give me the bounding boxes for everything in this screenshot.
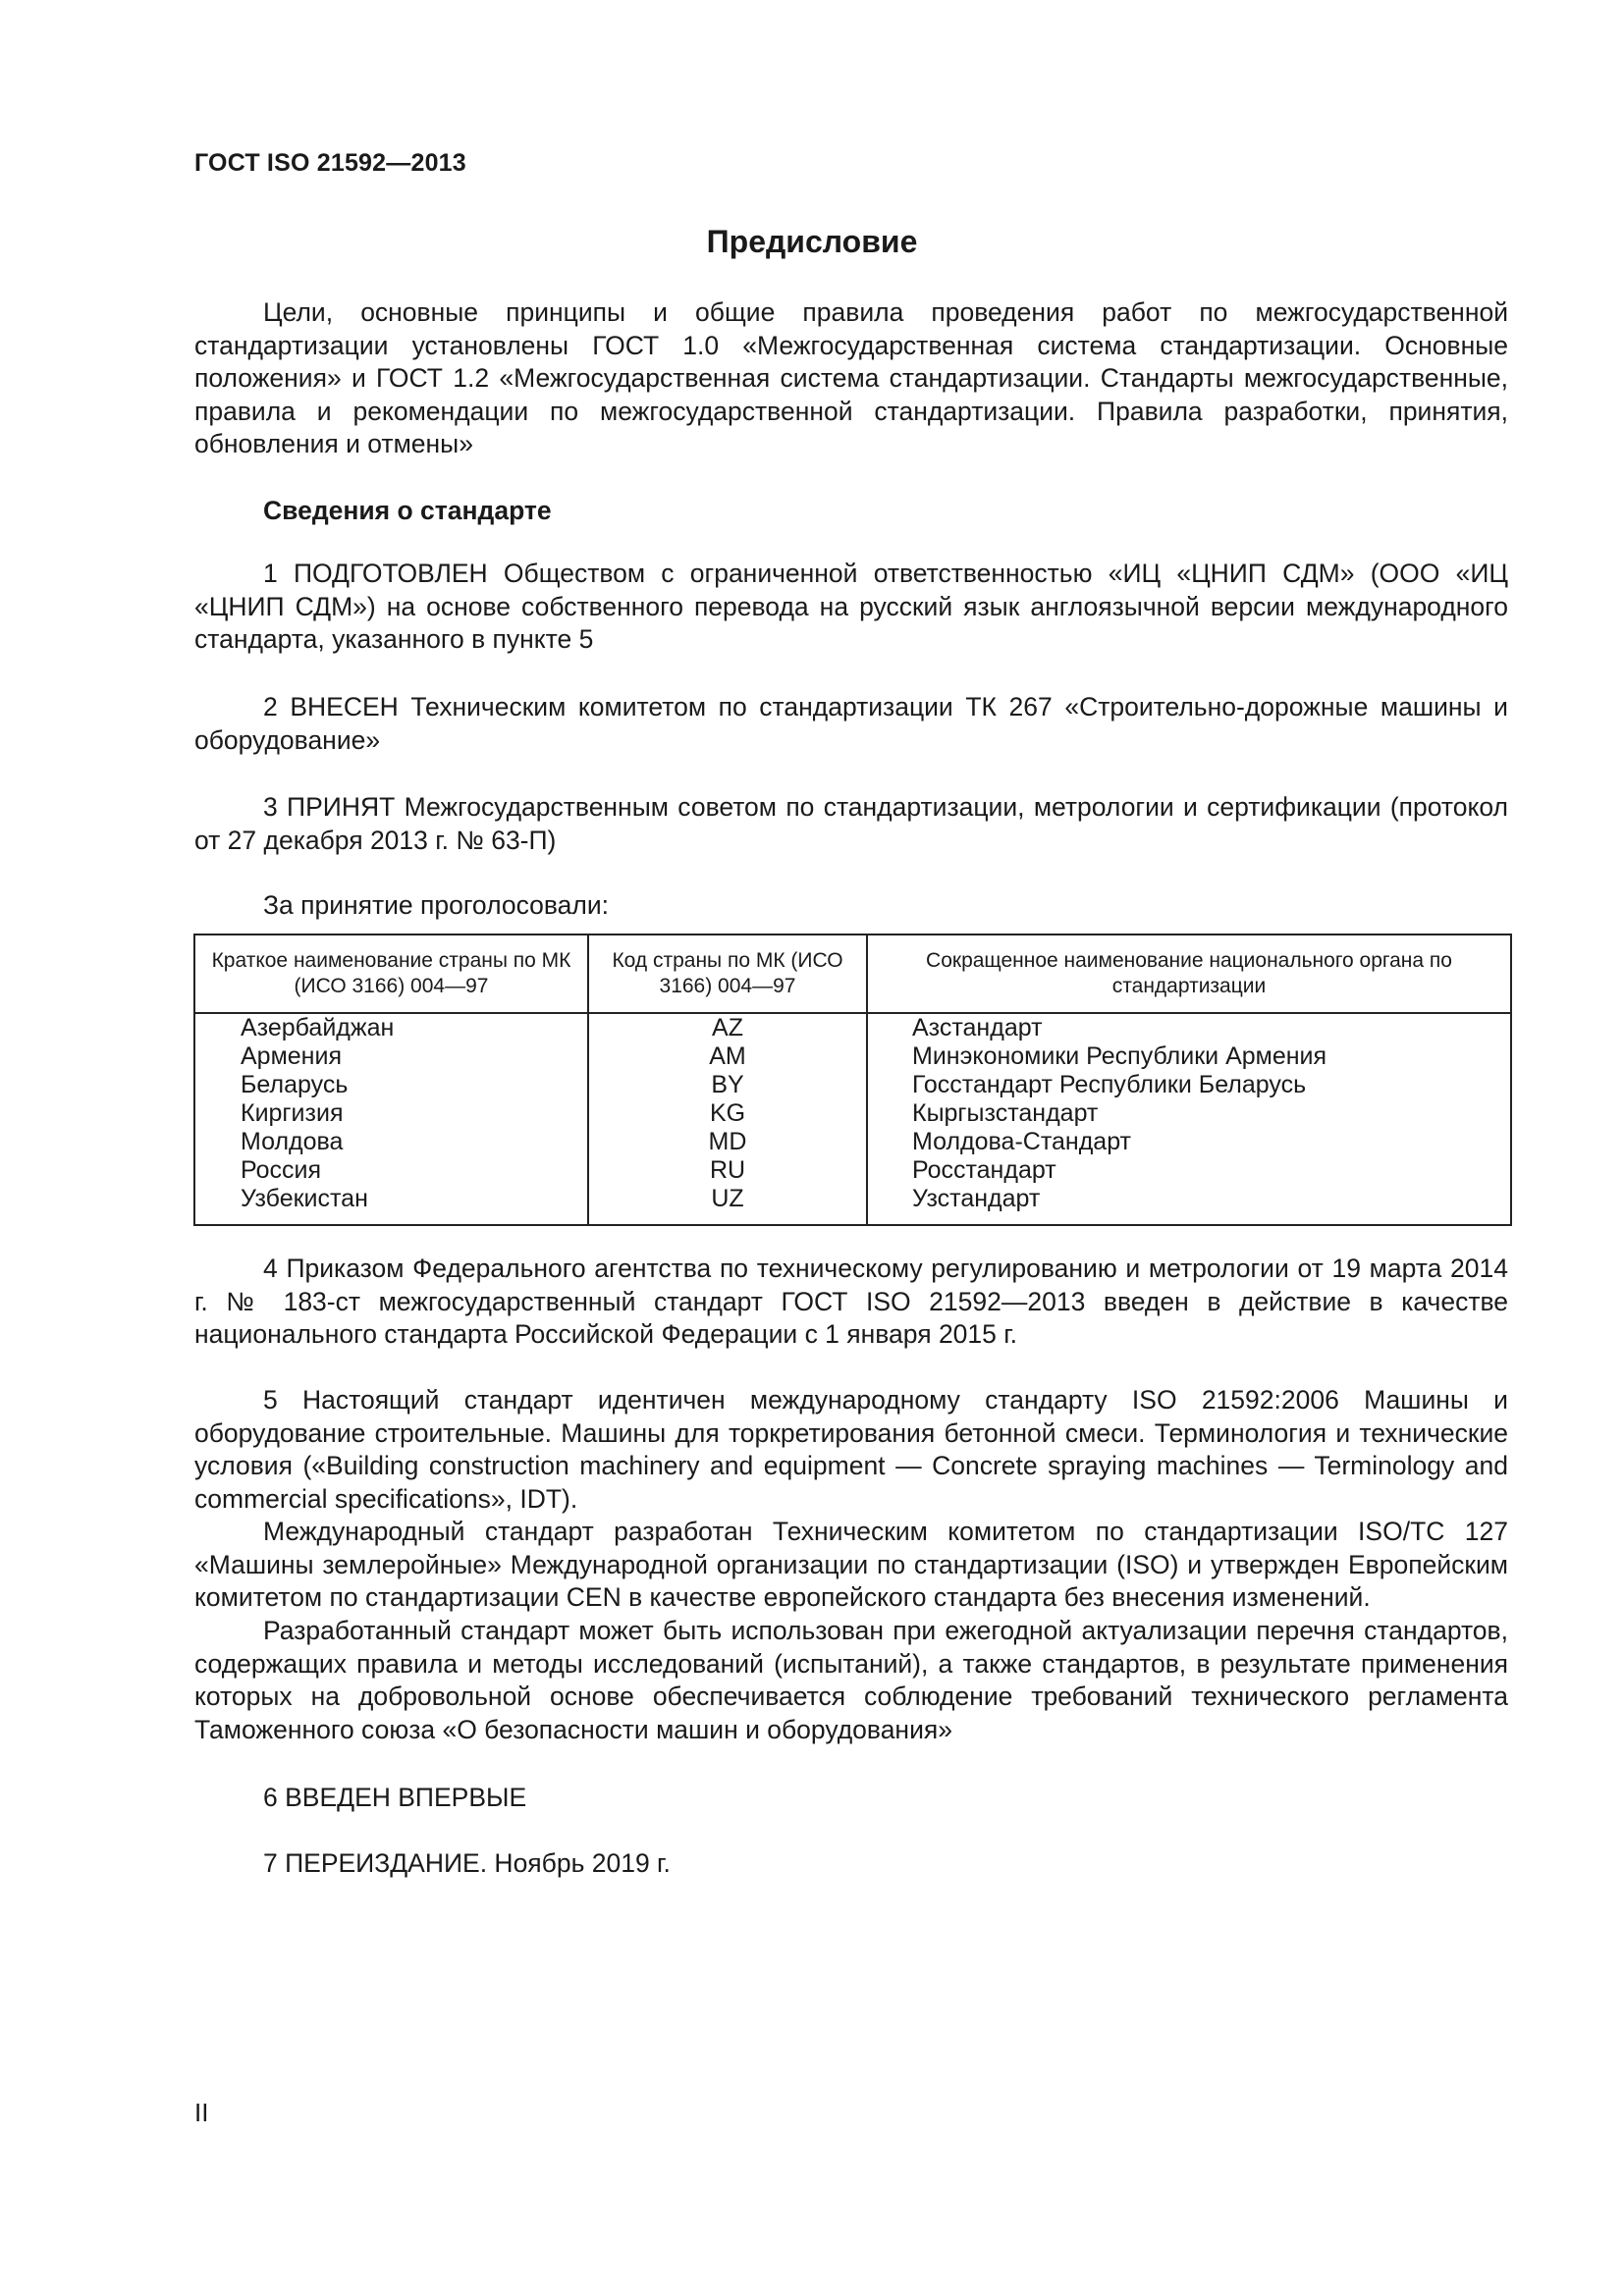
- country-cell: Россия: [241, 1156, 321, 1184]
- body-cell: Узстандарт: [912, 1185, 1041, 1212]
- country-column: [194, 1013, 588, 1225]
- header-code: Код страны по МК (ИСО 3166) 004—97: [588, 934, 867, 1013]
- body-cell: Кыргызстандарт: [912, 1099, 1099, 1127]
- code-cell: KG: [709, 1099, 746, 1127]
- item-1: 1 ПОДГОТОВЛЕН Обществом с ограниченной ответственностью «ИЦ «ЦНИП СДМ» (ООО «ИЦ «ЦНИП СДМ») на основе собственного перевода на русский язык англоязычной версии международного стандарта, указанного в пункте 5: [194, 559, 1508, 654]
- code-cell: BY: [711, 1071, 744, 1098]
- code-cell: UZ: [711, 1185, 744, 1212]
- country-cell: Азербайджан: [241, 1014, 395, 1041]
- document-header: ГОСТ ISO 21592—2013: [194, 149, 466, 177]
- body-cell: Минэкономики Республики Армения: [912, 1042, 1327, 1070]
- country-cell: Армения: [241, 1042, 342, 1070]
- item-2: 2 ВНЕСЕН Техническим комитетом по стандартизации ТК 267 «Строительно-дорожные машины и оборудование»: [194, 692, 1508, 755]
- code-cell: AM: [709, 1042, 746, 1070]
- page-number: II: [194, 2098, 209, 2127]
- item-4: 4 Приказом Федерального агентства по техническому регулированию и метрологии от 19 марта 2014 г. № 183-ст межгосударственный стандарт ГОСТ ISO 21592—2013 введен в действие в качестве национального стандарта Российской Федерации с 1 января 2015 г.: [194, 1254, 1508, 1349]
- body-cell: Госстандарт Республики Беларусь: [912, 1071, 1307, 1098]
- country-cell: Киргизия: [241, 1099, 344, 1127]
- item-7: 7 ПЕРЕИЗДАНИЕ. Ноябрь 2019 г.: [263, 1848, 671, 1878]
- item-5-note-2: Разработанный стандарт может быть использован при ежегодной актуализации перечня стандартов, содержащих правила и методы исследований (испытаний), а также стандартов, в результате применения которых на добровольной основе обеспечивается соблюдение требований технического регламента Таможенного союза «О безопасности машин и оборудования»: [194, 1616, 1508, 1744]
- intro-paragraph: Цели, основные принципы и общие правила проведения работ по межгосударственной стандартизации установлены ГОСТ 1.0 «Межгосударственная система стандартизации. Основные положения» и ГОСТ 1.2 «Межгосударственная система стандартизации. Стандарты межгосударственные, правила и рекомендации по межгосударственной стандартизации. Правила разработки, принятия, обновления и отмены»: [194, 297, 1508, 458]
- page-title: Предисловие: [706, 224, 918, 259]
- item-5-note-1: Международный стандарт разработан Техническим комитетом по стандартизации ISO/TC 127 «Машины землеройные» Международной организации по стандартизации (ISO) и утвержден Европейским комитетом по стандартизации CEN в качестве европейского стандарта без внесения изменений.: [194, 1517, 1508, 1612]
- item-6: 6 ВВЕДЕН ВПЕРВЫЕ: [263, 1783, 527, 1812]
- code-column: [588, 1013, 867, 1225]
- table-header-row: [194, 934, 1511, 1013]
- body-cell: Азстандарт: [912, 1014, 1043, 1041]
- code-cell: AZ: [712, 1014, 743, 1041]
- item-5: 5 Настоящий стандарт идентичен международному стандарту ISO 21592:2006 Машины и оборудование строительные. Машины для торкретирования бетонной смеси. Терминология и технические условия («Building construction machinery and equipment — Concrete spraying machines — Terminology and commercial specifications», IDT).: [194, 1385, 1508, 1514]
- country-cell: Узбекистан: [241, 1185, 368, 1212]
- vote-label: За принятие проголосовали:: [263, 890, 610, 920]
- country-cell: Беларусь: [241, 1071, 349, 1098]
- section-subtitle: Сведения о стандарте: [263, 496, 552, 525]
- header-body: Сокращенное наименование национального органа по стандартизации: [867, 934, 1511, 1013]
- body-cell: Росстандарт: [912, 1156, 1056, 1184]
- body-cell: Молдова-Стандарт: [912, 1128, 1131, 1155]
- body-column: [867, 1013, 1511, 1225]
- header-country: Краткое наименование страны по МК (ИСО 3166) 004—97: [194, 934, 588, 1013]
- code-cell: RU: [709, 1156, 746, 1184]
- table-row: [194, 1013, 1511, 1225]
- code-cell: MD: [708, 1128, 747, 1155]
- item-3: 3 ПРИНЯТ Межгосударственным советом по стандартизации, метрологии и сертификации (протокол от 27 декабря 2013 г. № 63-П): [194, 792, 1508, 855]
- voting-table: [193, 934, 1512, 1226]
- country-cell: Молдова: [241, 1128, 344, 1155]
